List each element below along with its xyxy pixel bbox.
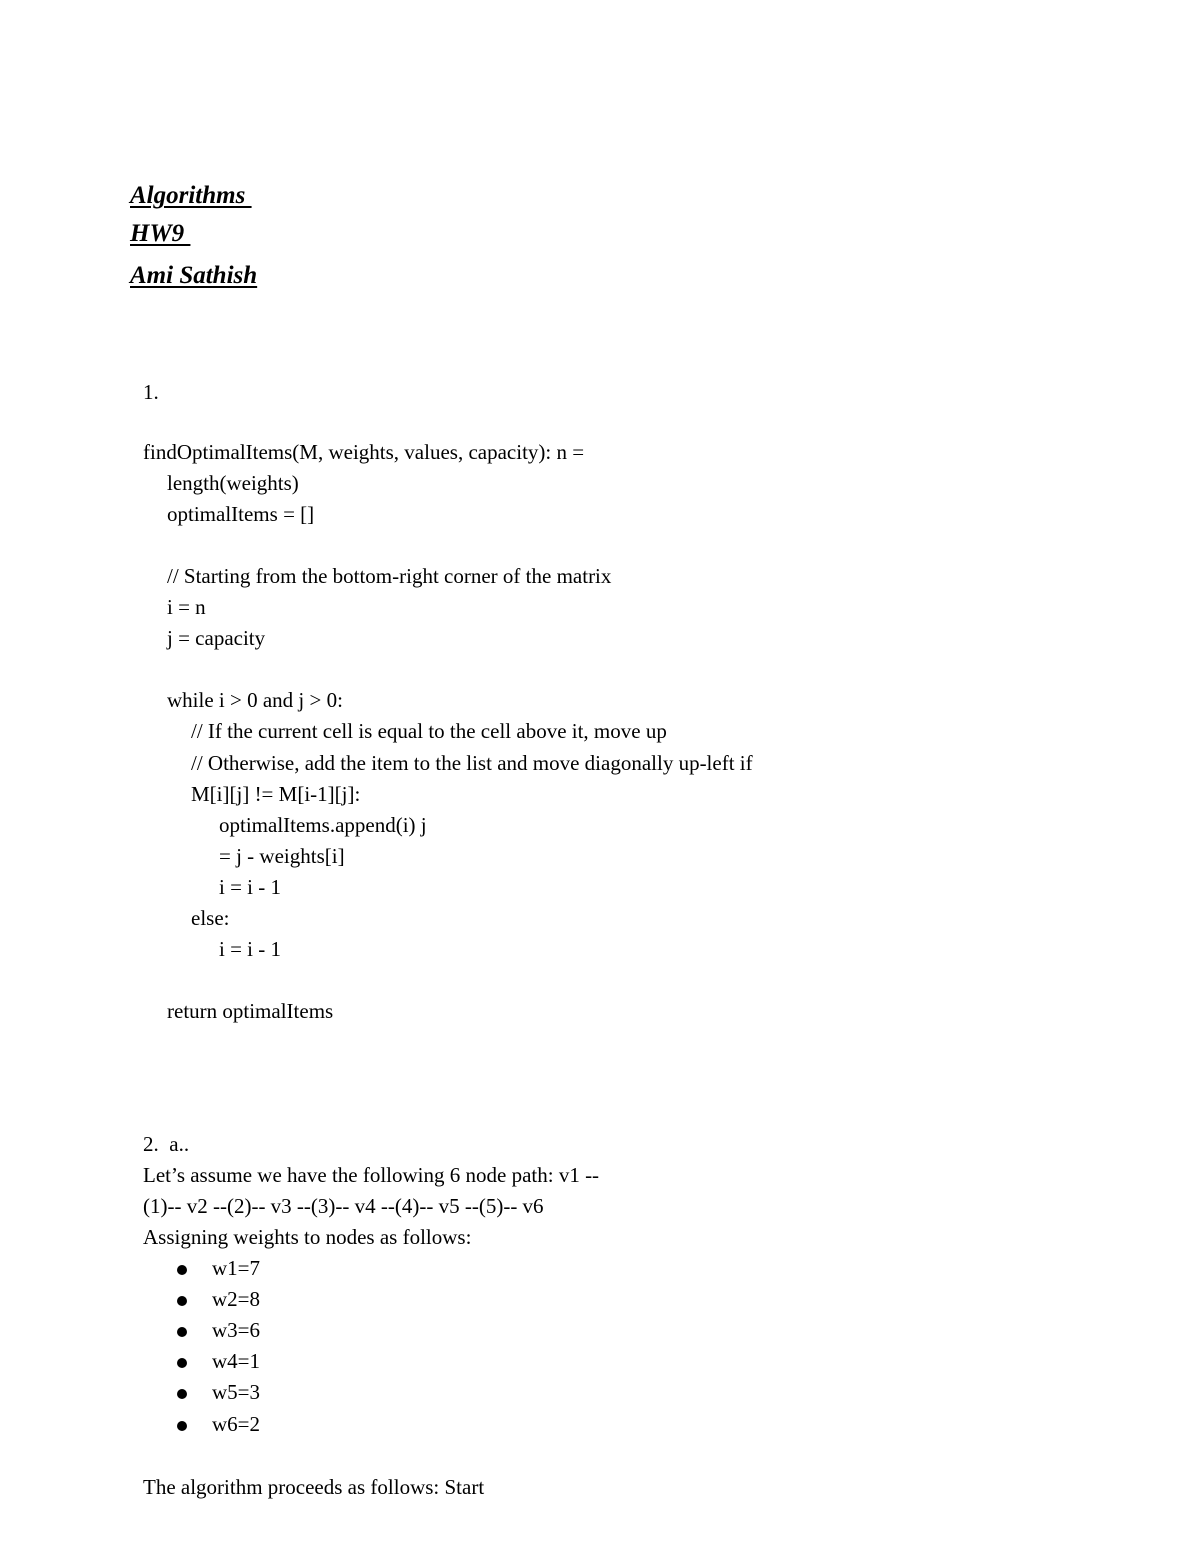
problem-2-path: (1)-- v2 --(2)-- v3 --(3)-- v4 --(4)-- v5 --(5)-- v6 — [143, 1194, 544, 1218]
code-line: while i > 0 and j > 0: — [167, 688, 343, 712]
problem-1-number: 1. — [143, 380, 159, 404]
weight-value: w5=3 — [212, 1380, 261, 1404]
code-line: findOptimalItems(M, weights, values, capacity): n = — [143, 440, 585, 464]
bullet-icon — [177, 1296, 187, 1306]
code-line: i = i - 1 — [219, 937, 282, 961]
code-line: M[i][j] != M[i-1][j]: — [191, 782, 361, 806]
bullet-icon — [177, 1421, 187, 1431]
author-name: Ami Sathish — [130, 262, 258, 289]
code-comment: // Otherwise, add the item to the list and move diagonally up-left if — [191, 751, 753, 775]
weight-value: w3=6 — [212, 1318, 261, 1342]
assignment-title: HW9 — [130, 220, 191, 247]
code-line: = j - weights[i] — [219, 844, 345, 868]
bullet-icon — [177, 1265, 187, 1275]
code-line: optimalItems = [] — [167, 502, 315, 526]
weight-value: w4=1 — [212, 1349, 261, 1373]
code-line: return optimalItems — [167, 999, 334, 1023]
weight-value: w2=8 — [212, 1287, 261, 1311]
weight-value: w1=7 — [212, 1256, 261, 1280]
code-line: i = n — [167, 595, 206, 619]
bullet-icon — [177, 1389, 187, 1399]
code-comment: // If the current cell is equal to the cell above it, move up — [191, 719, 667, 743]
code-line: optimalItems.append(i) j — [219, 813, 427, 837]
problem-2-number: 2. a.. — [143, 1132, 190, 1156]
problem-2-intro: Let’s assume we have the following 6 node path: v1 -- — [143, 1163, 600, 1187]
code-line: i = i - 1 — [219, 875, 282, 899]
weights-intro: Assigning weights to nodes as follows: — [143, 1225, 472, 1249]
bullet-icon — [177, 1327, 187, 1337]
code-comment: // Starting from the bottom-right corner of the matrix — [167, 564, 612, 588]
course-title: Algorithms — [130, 182, 252, 209]
weight-value: w6=2 — [212, 1412, 261, 1436]
code-line: else: — [191, 906, 230, 930]
code-line: length(weights) — [167, 471, 299, 495]
algorithm-intro: The algorithm proceeds as follows: Start — [143, 1475, 485, 1499]
bullet-icon — [177, 1358, 187, 1368]
code-line: j = capacity — [167, 626, 266, 650]
